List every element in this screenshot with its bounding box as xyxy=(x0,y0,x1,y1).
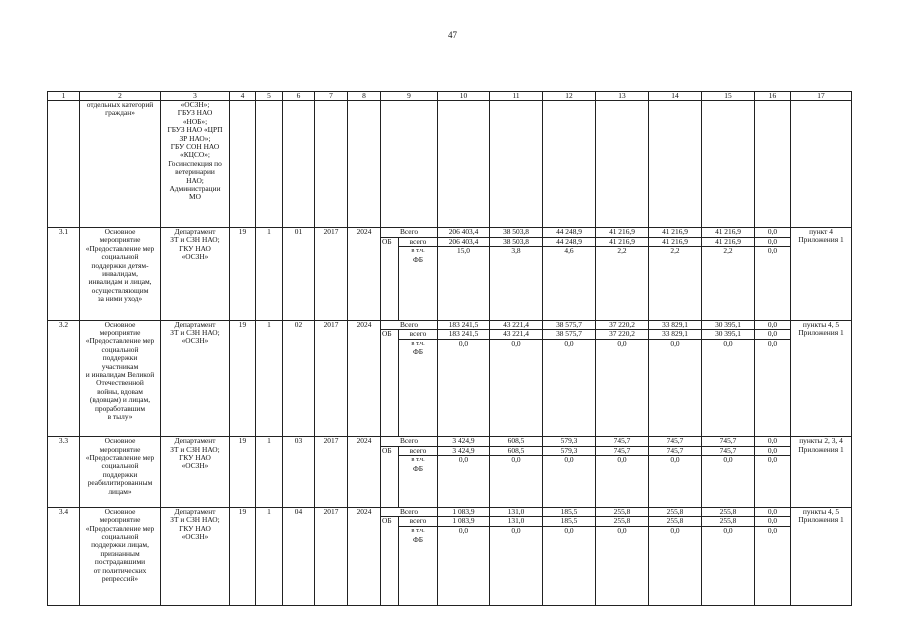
value-ob: 41 216,9 xyxy=(596,238,648,248)
value-ob: 0,0 xyxy=(755,447,790,457)
value-total: 30 395,1 xyxy=(702,321,754,331)
column-number-9: 9 xyxy=(381,92,438,101)
column-number-5: 5 xyxy=(256,92,283,101)
page-number: 47 xyxy=(448,30,457,40)
funding-total-label: Всего xyxy=(381,437,437,447)
funding-source xyxy=(381,228,438,321)
value-ob: 183 241,5 xyxy=(438,330,489,340)
code-c4: 19 xyxy=(230,507,256,606)
value-fb: 0,0 xyxy=(617,338,627,348)
value-total: 579,3 xyxy=(543,437,595,447)
value-cell xyxy=(596,437,649,508)
funding-fb-label: ФБ xyxy=(412,463,424,473)
value-cell xyxy=(596,228,649,321)
value-ob: 30 395,1 xyxy=(702,330,754,340)
value-total: 745,7 xyxy=(596,437,648,447)
value-ob: 33 829,1 xyxy=(649,330,701,340)
value-fb: 0,0 xyxy=(767,338,778,348)
value-total: 0,0 xyxy=(755,508,790,518)
reference-note: пункты 2, 3, 4 Приложения 1 xyxy=(791,437,852,508)
value-fb: 0,0 xyxy=(723,338,733,348)
value-ob: 579,3 xyxy=(543,447,595,457)
value-cell xyxy=(543,437,596,508)
funding-fb-label: ФБ xyxy=(412,347,424,357)
executor-text: «ОСЗН»; ГБУЗ НАО «НОБ»; ГБУЗ НАО «ЦРП ЗР НАО»; ГБУ СОН НАО «КЦСО»; Госинспекция по ветеринарии НАО; Администрации МО xyxy=(161,101,230,228)
value-total: 0,0 xyxy=(755,228,790,238)
value-cell xyxy=(490,507,543,606)
funding-ob-label: ОБ xyxy=(381,330,399,436)
column-number-7: 7 xyxy=(315,92,348,101)
value-ob: 3 424,9 xyxy=(438,447,489,457)
value-total: 183 241,5 xyxy=(438,321,489,331)
value-cell xyxy=(543,320,596,437)
reference-note: пункты 4, 5 Приложения 1 xyxy=(791,507,852,606)
table-row xyxy=(48,228,852,321)
code-c5: 1 xyxy=(256,507,283,606)
funding-fb-label: ФБ xyxy=(412,254,424,264)
value-fb: 0,0 xyxy=(617,455,627,465)
funding-ob-label: ОБ xyxy=(381,238,399,320)
value-total: 41 216,9 xyxy=(596,228,648,238)
reference-note: пункт 4 Приложения 1 xyxy=(791,228,852,321)
executor: Департамент ЗТ и СЗН НАО; ГКУ НАО «ОСЗН» xyxy=(161,507,230,606)
value-ob: 37 220,2 xyxy=(596,330,648,340)
column-number-2: 2 xyxy=(80,92,161,101)
column-number-14: 14 xyxy=(649,92,702,101)
column-number-11: 11 xyxy=(490,92,543,101)
value-fb: 0,0 xyxy=(564,455,574,465)
header-row xyxy=(48,92,852,101)
code-c5: 1 xyxy=(256,228,283,321)
value-total: 44 248,9 xyxy=(543,228,595,238)
table-row xyxy=(48,320,852,437)
value-fb: 0,0 xyxy=(670,455,680,465)
value-cell xyxy=(702,320,755,437)
value-ob: 44 248,9 xyxy=(543,238,595,248)
funding-ob-label: ОБ xyxy=(381,517,399,605)
value-cell xyxy=(649,437,702,508)
value-ob: 255,8 xyxy=(649,517,701,527)
value-ob: 255,8 xyxy=(596,517,648,527)
value-ob: 255,8 xyxy=(702,517,754,527)
value-cell xyxy=(543,228,596,321)
value-fb: 0,0 xyxy=(617,525,627,535)
value-cell xyxy=(755,437,791,508)
value-fb: 4,6 xyxy=(564,246,574,256)
funding-ob-total-label: всего xyxy=(399,517,437,527)
value-fb: 0,0 xyxy=(723,525,733,535)
value-ob: 0,0 xyxy=(755,330,790,340)
value-cell xyxy=(702,228,755,321)
value-total: 255,8 xyxy=(702,508,754,518)
value-cell xyxy=(755,507,791,606)
column-number-1: 1 xyxy=(48,92,80,101)
value-fb: 0,0 xyxy=(458,455,469,465)
row-number: 3.4 xyxy=(48,507,80,606)
value-fb: 2,2 xyxy=(723,246,733,256)
row-number: 3.3 xyxy=(48,437,80,508)
value-ob: 608,5 xyxy=(490,447,542,457)
column-number-3: 3 xyxy=(161,92,230,101)
value-cell xyxy=(490,320,543,437)
budget-table xyxy=(47,91,852,606)
value-total: 43 221,4 xyxy=(490,321,542,331)
value-cell xyxy=(755,228,791,321)
cell-num xyxy=(48,101,80,228)
value-cell xyxy=(649,228,702,321)
value-cell xyxy=(596,507,649,606)
value-total: 38 503,8 xyxy=(490,228,542,238)
code-c6: 04 xyxy=(283,507,315,606)
value-total: 131,0 xyxy=(490,508,542,518)
value-fb: 0,0 xyxy=(767,455,778,465)
value-total: 745,7 xyxy=(702,437,754,447)
code-c5: 1 xyxy=(256,437,283,508)
code-c8: 2024 xyxy=(348,228,381,321)
value-total: 608,5 xyxy=(490,437,542,447)
executor: Департамент ЗТ и СЗН НАО; ГКУ НАО «ОСЗН» xyxy=(161,228,230,321)
executor: Департамент ЗТ и СЗН НАО; «ОСЗН» xyxy=(161,320,230,437)
code-c8: 2024 xyxy=(348,437,381,508)
value-total: 255,8 xyxy=(596,508,648,518)
row-number: 3.1 xyxy=(48,228,80,321)
value-fb: 0,0 xyxy=(458,525,469,535)
column-number-8: 8 xyxy=(348,92,381,101)
value-fb: 0,0 xyxy=(458,338,469,348)
funding-source xyxy=(381,437,438,508)
value-fb: 0,0 xyxy=(723,455,733,465)
code-c8: 2024 xyxy=(348,320,381,437)
value-total: 0,0 xyxy=(755,437,790,447)
value-total: 3 424,9 xyxy=(438,437,489,447)
measure-name: Основное мероприятие «Предоставление мер социальной поддержки реабилитированным лицам» xyxy=(80,437,161,508)
code-c6: 02 xyxy=(283,320,315,437)
column-number-10: 10 xyxy=(438,92,490,101)
code-c7: 2017 xyxy=(315,507,348,606)
funding-source xyxy=(381,507,438,606)
funding-fb-label: ФБ xyxy=(412,534,424,544)
reference-note: пункты 4, 5 Приложения 1 xyxy=(791,320,852,437)
funding-incl-label: в т.ч. xyxy=(411,526,425,534)
code-c7: 2017 xyxy=(315,437,348,508)
value-ob: 41 216,9 xyxy=(649,238,701,248)
column-number-16: 16 xyxy=(755,92,791,101)
value-cell xyxy=(490,228,543,321)
code-c4: 19 xyxy=(230,228,256,321)
category-text: отдельных категорий граждан» xyxy=(80,101,161,228)
row-number: 3.2 xyxy=(48,320,80,437)
value-cell xyxy=(649,507,702,606)
value-fb: 0,0 xyxy=(767,246,778,256)
funding-incl-label: в т.ч. xyxy=(411,339,425,347)
value-total: 41 216,9 xyxy=(649,228,701,238)
column-number-6: 6 xyxy=(283,92,315,101)
executor: Департамент ЗТ и СЗН НАО; ГКУ НАО «ОСЗН» xyxy=(161,437,230,508)
funding-incl-label: в т.ч. xyxy=(411,456,425,464)
value-fb: 0,0 xyxy=(564,525,574,535)
value-ob: 206 403,4 xyxy=(438,238,489,248)
value-cell xyxy=(543,507,596,606)
value-total: 41 216,9 xyxy=(702,228,754,238)
value-ob: 185,5 xyxy=(543,517,595,527)
value-ob: 1 083,9 xyxy=(438,517,489,527)
value-fb: 0,0 xyxy=(511,338,521,348)
value-ob: 745,7 xyxy=(649,447,701,457)
value-total: 1 083,9 xyxy=(438,508,489,518)
funding-ob-total-label: всего xyxy=(399,447,437,457)
value-total: 33 829,1 xyxy=(649,321,701,331)
code-c4: 19 xyxy=(230,437,256,508)
value-cell xyxy=(702,437,755,508)
funding-incl-label: в т.ч. xyxy=(411,247,425,255)
value-ob: 38 575,7 xyxy=(543,330,595,340)
column-number-13: 13 xyxy=(596,92,649,101)
value-fb: 3,8 xyxy=(511,246,521,256)
funding-total-label: Всего xyxy=(381,321,437,331)
value-ob: 0,0 xyxy=(755,517,790,527)
measure-name: Основное мероприятие «Предоставление мер социальной поддержки детям- инвалидам, инвалидам и лицам, осуществляющим за ними уход» xyxy=(80,228,161,321)
value-ob: 38 503,8 xyxy=(490,238,542,248)
value-ob: 43 221,4 xyxy=(490,330,542,340)
code-c6: 01 xyxy=(283,228,315,321)
value-ob: 41 216,9 xyxy=(702,238,754,248)
value-fb: 0,0 xyxy=(511,525,521,535)
column-number-4: 4 xyxy=(230,92,256,101)
value-fb: 2,2 xyxy=(670,246,680,256)
value-ob: 131,0 xyxy=(490,517,542,527)
column-number-12: 12 xyxy=(543,92,596,101)
code-c5: 1 xyxy=(256,320,283,437)
value-cell xyxy=(438,507,490,606)
value-total: 255,8 xyxy=(649,508,701,518)
funding-total-label: Всего xyxy=(381,508,437,518)
table-row xyxy=(48,507,852,606)
column-number-15: 15 xyxy=(702,92,755,101)
value-total: 745,7 xyxy=(649,437,701,447)
code-c7: 2017 xyxy=(315,320,348,437)
measure-name: Основное мероприятие «Предоставление мер социальной поддержки участникам и инвалидам Великой Отечественной войны, вдовам (вдовцам) и лицам, проработавшим в тылу» xyxy=(80,320,161,437)
value-total: 38 575,7 xyxy=(543,321,595,331)
column-number-17: 17 xyxy=(791,92,852,101)
funding-source xyxy=(381,320,438,437)
measure-name: Основное мероприятие «Предоставление мер социальной поддержки лицам, признанным пострадавшими от политических репрессий» xyxy=(80,507,161,606)
funding-ob-total-label: всего xyxy=(399,330,437,340)
value-total: 185,5 xyxy=(543,508,595,518)
value-ob: 745,7 xyxy=(702,447,754,457)
value-total: 206 403,4 xyxy=(438,228,489,238)
value-cell xyxy=(702,507,755,606)
code-c4: 19 xyxy=(230,320,256,437)
value-cell xyxy=(755,320,791,437)
value-cell xyxy=(438,320,490,437)
continuation-row xyxy=(48,101,852,228)
funding-ob-label: ОБ xyxy=(381,447,399,507)
value-fb: 0,0 xyxy=(511,455,521,465)
funding-ob-total-label: всего xyxy=(399,238,437,248)
code-c7: 2017 xyxy=(315,228,348,321)
value-ob: 0,0 xyxy=(755,238,790,248)
value-fb: 2,2 xyxy=(617,246,627,256)
value-cell xyxy=(596,320,649,437)
value-cell xyxy=(490,437,543,508)
value-total: 0,0 xyxy=(755,321,790,331)
value-cell xyxy=(438,437,490,508)
table-row xyxy=(48,437,852,508)
code-c8: 2024 xyxy=(348,507,381,606)
value-fb: 0,0 xyxy=(670,338,680,348)
value-fb: 0,0 xyxy=(670,525,680,535)
value-fb: 0,0 xyxy=(767,525,778,535)
value-fb: 0,0 xyxy=(564,338,574,348)
value-cell xyxy=(649,320,702,437)
value-ob: 745,7 xyxy=(596,447,648,457)
value-total: 37 220,2 xyxy=(596,321,648,331)
value-cell xyxy=(438,228,490,321)
value-fb: 15,0 xyxy=(457,246,470,256)
funding-total-label: Всего xyxy=(381,228,437,238)
code-c6: 03 xyxy=(283,437,315,508)
